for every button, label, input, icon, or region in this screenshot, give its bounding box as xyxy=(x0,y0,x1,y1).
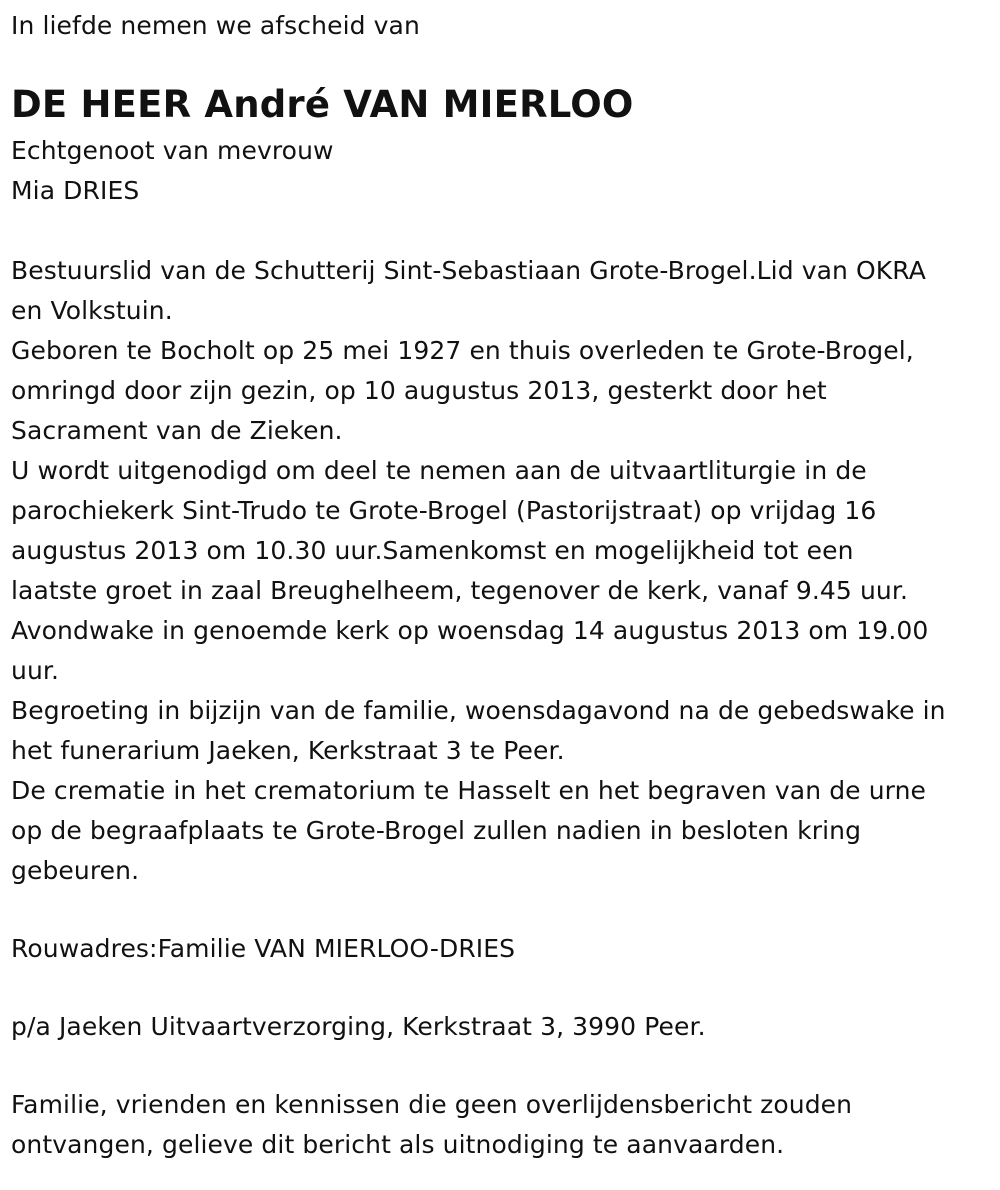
body-line: De crematie in het crematorium te Hasselt en het begraven van de urne xyxy=(11,776,927,805)
body-line: Sacrament van de Zieken. xyxy=(11,416,343,445)
body-line: uur. xyxy=(11,656,60,685)
body-line: Geboren te Bocholt op 25 mei 1927 en thuis overleden te Grote-Brogel, xyxy=(11,336,914,365)
body-line: U wordt uitgenodigd om deel te nemen aan de uitvaartliturgie in de xyxy=(11,456,867,485)
mourning-address: Rouwadres:Familie VAN MIERLOO-DRIES xyxy=(11,934,516,963)
death-notice xyxy=(11,6,991,1165)
closing-line: Familie, vrienden en kennissen die geen overlijdensbericht zouden xyxy=(11,1090,853,1119)
body-line: gebeuren. xyxy=(11,856,140,885)
closing-line: ontvangen, gelieve dit bericht als uitnodiging te aanvaarden. xyxy=(11,1130,785,1159)
intro-text: In liefde nemen we afscheid van xyxy=(11,11,420,40)
body-line: en Volkstuin. xyxy=(11,296,173,325)
body-line: parochiekerk Sint-Trudo te Grote-Brogel (Pastorijstraat) op vrijdag 16 xyxy=(11,496,877,525)
deceased-name: DE HEER André VAN MIERLOO xyxy=(11,83,634,126)
care-of-address: p/a Jaeken Uitvaartverzorging, Kerkstraat 3, 3990 Peer. xyxy=(11,1012,706,1041)
body-line: op de begraafplaats te Grote-Brogel zullen nadien in besloten kring xyxy=(11,816,862,845)
spouse-line-2: Mia DRIES xyxy=(11,176,140,205)
body-line: Avondwake in genoemde kerk op woensdag 14 augustus 2013 om 19.00 xyxy=(11,616,929,645)
body-line: augustus 2013 om 10.30 uur.Samenkomst en mogelijkheid tot een xyxy=(11,536,854,565)
body-line: Begroeting in bijzijn van de familie, woensdagavond na de gebedswake in xyxy=(11,696,946,725)
closing-note xyxy=(11,1085,991,1165)
spouse-block xyxy=(11,131,991,211)
body-line: laatste groet in zaal Breughelheem, tegenover de kerk, vanaf 9.45 uur. xyxy=(11,576,909,605)
spouse-line-1: Echtgenoot van mevrouw xyxy=(11,136,334,165)
body-line: omringd door zijn gezin, op 10 augustus 2013, gesterkt door het xyxy=(11,376,827,405)
body-line: Bestuurslid van de Schutterij Sint-Sebastiaan Grote-Brogel.Lid van OKRA xyxy=(11,256,926,285)
notice-body xyxy=(11,251,991,891)
body-line: het funerarium Jaeken, Kerkstraat 3 te Peer. xyxy=(11,736,565,765)
